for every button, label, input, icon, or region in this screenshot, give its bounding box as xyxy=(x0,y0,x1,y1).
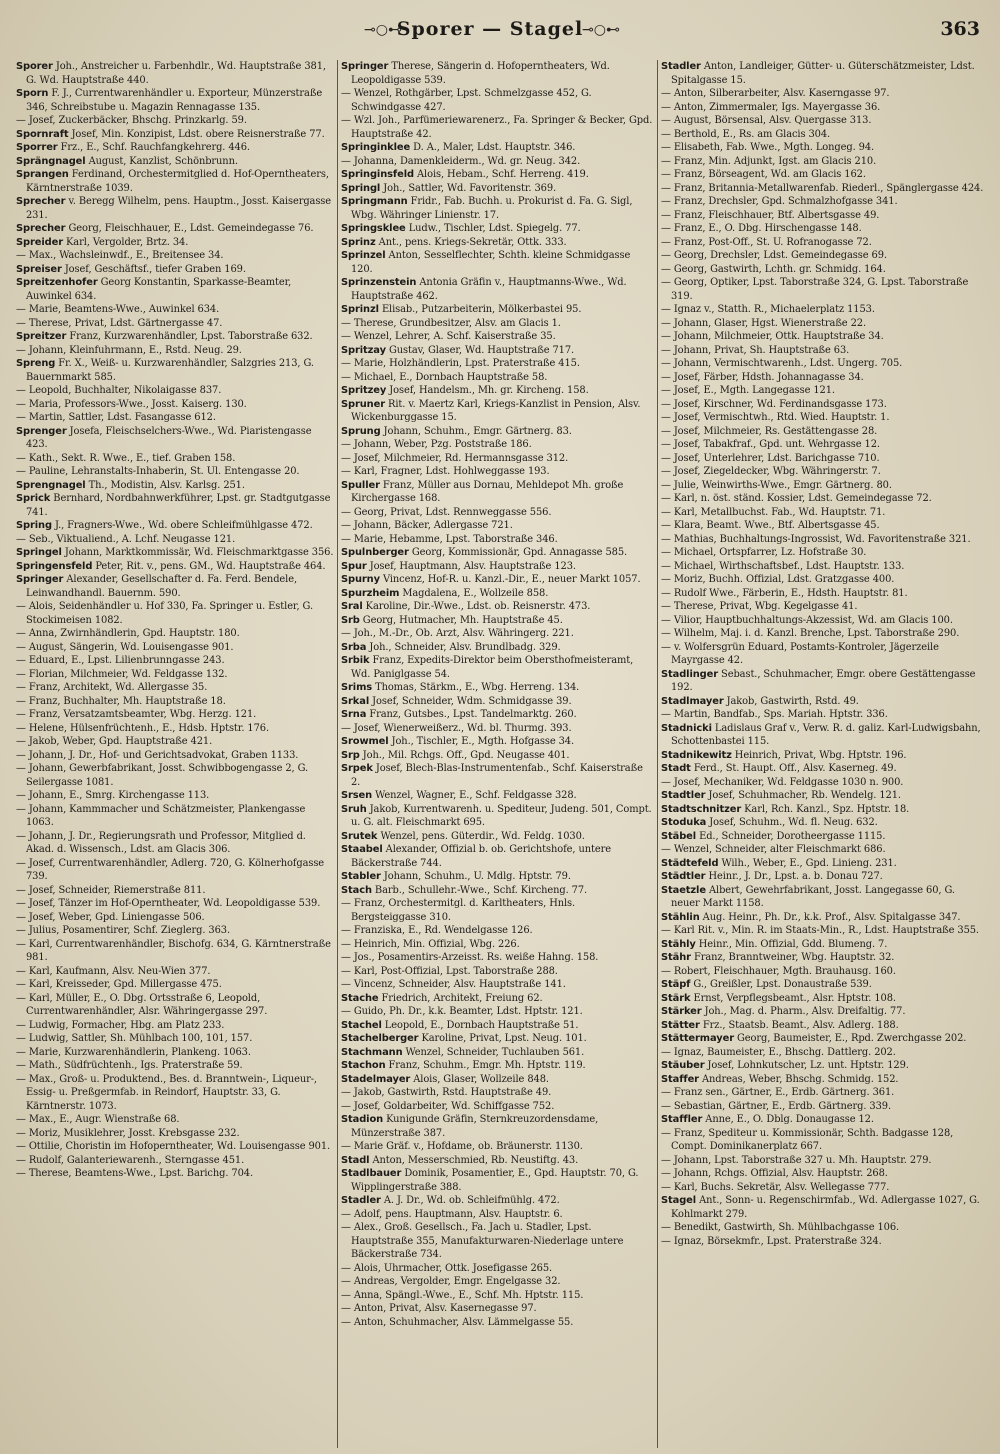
directory-entry: — Marie, Holzhändlerin, Lpst. Praterstraße 415. xyxy=(341,358,580,369)
directory-entry: Spornraft Josef, Min. Konzipist, Ldst. obere Reisnerstraße 77. xyxy=(16,128,325,140)
directory-entry: Springer Alexander, Gesellschafter d. Fa. Ferd. Bendele, Leinwandhandl. Bauernm. 590. xyxy=(16,574,297,599)
directory-entry: — Wzl. Joh., Parfümeriewarenerz., Fa. Springer & Becker, Gpd. Hauptstraße 42. xyxy=(341,115,653,140)
directory-entry: Stachel Leopold, E., Dornbach Hauptstraße 51. xyxy=(341,1019,579,1031)
directory-entry: — Franz, Fleischhauer, Btf. Albertsgasse 49. xyxy=(661,209,880,221)
directory-entry: — Ignaz v., Statth. R., Michaelerplatz 1153. xyxy=(661,304,875,315)
directory-entry: — Karl Rit. v., Min. R. im Staats-Min., R., Ldst. Hauptstraße 355. xyxy=(661,925,979,936)
directory-entry: — Josef, Mechaniker, Wd. Feldgasse 1030 n. 900. xyxy=(661,776,904,788)
directory-entry: — Ludwig, Formacher, Hbg. am Platz 233. xyxy=(16,1019,225,1031)
directory-entry: Stätter Frz., Staatsb. Beamt., Alsv. Adlerg. 188. xyxy=(661,1019,899,1031)
directory-entry: Sporn F. J., Currentwarenhändler u. Exporteur, Münzerstraße 346, Schreibstube u. Magazin Rennagasse 135. xyxy=(16,88,323,113)
directory-entry: — Johann, J. Dr., Hof- und Gerichtsadvokat, Graben 1133. xyxy=(16,749,299,761)
directory-entry: — Maria, Professors-Wwe., Josst. Kaiserg. 130. xyxy=(16,398,247,410)
directory-entry: Srp Joh., Mil. Rchgs. Off., Gpd. Neugasse 401. xyxy=(341,749,570,761)
directory-entry: — Alois, Seidenhändler u. Hof 330, Fa. Springer u. Estler, G. Stockimeisen 1082. xyxy=(16,601,314,626)
directory-entry: Stärker Joh., Mag. d. Pharm., Alsv. Dreifaltig. 77. xyxy=(661,1006,906,1017)
directory-entry: — Johann, Kleinfuhrmann, E., Rstd. Neug. 29. xyxy=(16,344,242,356)
directory-entry: — Marie Gräf. v., Hofdame, ob. Bräunerstr. 1130. xyxy=(341,1141,583,1152)
directory-entry: — Josef, Zuckerbäcker, Bhschg. Prinzkarlg. 59. xyxy=(16,115,247,126)
directory-entry: Stabler Johann, Schuhm., U. Mdlg. Hptstr. 79. xyxy=(341,871,571,882)
directory-entry: — Elisabeth, Fab. Wwe., Mgth. Longeg. 94. xyxy=(661,142,875,153)
directory-entry: Springinsfeld Alois, Hebam., Schf. Herreng. 419. xyxy=(341,169,589,180)
directory-entry: Sprinzenstein Antonia Gräfin v., Hauptmanns-Wwe., Wd. Hauptstraße 462. xyxy=(341,277,627,302)
directory-entry: — Therese, Grundbesitzer, Alsv. am Glacis 1. xyxy=(341,317,561,329)
directory-entry: — Josef, Vermischtwh., Rtd. Wied. Hauptstr. 1. xyxy=(661,412,890,423)
ornament-right-icon: ⊸○⊷ xyxy=(582,22,620,38)
directory-entry: Stadlbauer Dominik, Posamentier, E., Gpd. Hauptstr. 70, G. Wipplingerstraße 388. xyxy=(341,1168,639,1193)
directory-entry: Sprick Bernhard, Nordbahnwerkführer, Lpst. gr. Stadtgutgasse 741. xyxy=(16,493,331,518)
directory-entry: — Michael, E., Dornbach Hauptstraße 58. xyxy=(341,371,548,383)
directory-entry: — Kath., Sekt. R. Wwe., E., tief. Graben 158. xyxy=(16,452,236,464)
directory-entry: Stagel Ant., Sonn- u. Regenschirmfab., Wd. Adlergasse 1027, G. Kohlmarkt 279. xyxy=(661,1195,980,1220)
directory-entry: Sruh Jakob, Kurrentwarenh. u. Spediteur, Judeng. 501, Compt. u. G. alt. Fleischmarkt 695. xyxy=(341,803,652,828)
directory-entry: Stadlinger Sebast., Schuhmacher, Emgr. obere Gestättengasse 192. xyxy=(661,668,976,693)
directory-entry: — Josef, E., Mgth. Langegasse 121. xyxy=(661,385,835,396)
directory-entry: Spruner Rit. v. Maertz Karl, Kriegs-Kanzlist in Pension, Alsv. Wickenburggasse 15. xyxy=(341,398,641,423)
directory-entry: Spritzay Gustav, Glaser, Wd. Hauptstraße 717. xyxy=(341,344,575,356)
directory-entry: — Josef, Schneider, Riemerstraße 811. xyxy=(16,884,206,896)
directory-entry: Srna Franz, Gutsbes., Lpst. Tandelmarktg. 260. xyxy=(341,709,577,720)
directory-entry: Spur Josef, Hauptmann, Alsv. Hauptstraße 123. xyxy=(341,560,576,572)
directory-entry: — Johann, Lpst. Taborstraße 327 u. Mh. Hauptstr. 279. xyxy=(661,1154,932,1166)
directory-entry: Staabel Alexander, Offizial b. ob. Gerichtshofe, untere Bäckerstraße 744. xyxy=(341,844,611,869)
directory-entry: — Karl, n. öst. ständ. Kossier, Ldst. Gemeindegasse 72. xyxy=(661,493,932,504)
directory-entry: — Josef, Milchmeier, Rs. Gestättengasse 28. xyxy=(661,425,878,437)
directory-entry: — Johann, E., Smrg. Kirchengasse 113. xyxy=(16,790,210,801)
directory-entry: Srbik Franz, Expedits-Direktor beim Obersthofmeisteramt, Wd. Paniglgasse 54. xyxy=(341,655,634,680)
directory-entry: — Georg, Privat, Ldst. Rennweggasse 556. xyxy=(341,506,552,518)
directory-entry: Sprenger Josefa, Fleischselchers-Wwe., Wd. Piaristengasse 423. xyxy=(16,425,312,450)
directory-entry: — Therese, Privat, Wbg. Kegelgasse 41. xyxy=(661,601,858,612)
directory-entry: Springinklee D. A., Maler, Ldst. Hauptstr. 346. xyxy=(341,142,576,153)
directory-entry: — Franz, Architekt, Wd. Allergasse 35. xyxy=(16,682,208,693)
directory-entry: Stadelmayer Alois, Glaser, Wollzeile 848. xyxy=(341,1073,549,1085)
directory-entry: Stadnikewitz Heinrich, Privat, Wbg. Hptstr. 196. xyxy=(661,749,907,761)
directory-entry: — Johann, Privat, Sh. Hauptstraße 63. xyxy=(661,344,850,356)
column-2 xyxy=(341,60,653,1448)
directory-entry: — Johann, Weber, Pzg. Poststraße 186. xyxy=(341,439,532,450)
directory-entry: — Georg, Drechsler, Ldst. Gemeindegasse 69. xyxy=(661,250,887,261)
directory-entry: — Johann, Bäcker, Adlergasse 721. xyxy=(341,520,513,531)
directory-entry: — Josef, Currentwarenhändler, Adlerg. 720, G. Kölnerhofgasse 739. xyxy=(16,857,325,882)
directory-entry: — Pauline, Lehranstalts-Inhaberin, St. Ul. Entengasse 20. xyxy=(16,466,300,477)
directory-entry: — Johann, Milchmeier, Ottk. Hauptstraße 34. xyxy=(661,331,884,342)
directory-entry: — Martin, Bandfab., Sps. Mariah. Hptstr. 336. xyxy=(661,709,888,720)
directory-entry: — Moriz, Buchh. Offizial, Ldst. Gratzgasse 400. xyxy=(661,574,895,585)
directory-entry: — Karl, Fragner, Ldst. Hohlweggasse 193. xyxy=(341,466,550,477)
directory-entry: — Karl, Kreisseder, Gpd. Millergasse 475. xyxy=(16,979,222,990)
directory-entry: — Jakob, Weber, Gpd. Hauptstraße 421. xyxy=(16,736,213,747)
directory-entry: — v. Wolfersgrün Eduard, Postamts-Kontroler, Jägerzeile Mayrgasse 42. xyxy=(661,641,939,666)
directory-entry: — Andreas, Vergolder, Emgr. Engelgasse 32. xyxy=(341,1276,561,1287)
directory-entry: — Max., E., Augr. Wienstraße 68. xyxy=(16,1114,180,1125)
directory-entry: — Georg, Optiker, Lpst. Taborstraße 324, G. Lpst. Taborstraße 319. xyxy=(661,277,969,302)
directory-entry: — Karl, Metallbuchst. Fab., Wd. Hauptstr. 71. xyxy=(661,506,886,518)
directory-entry: — Franziska, E., Rd. Wendelgasse 126. xyxy=(341,925,533,936)
directory-entry: Stache Friedrich, Architekt, Freiung 62. xyxy=(341,992,543,1004)
directory-entry: Stähr Franz, Branntweiner, Wbg. Hauptstr. 32. xyxy=(661,952,895,963)
directory-entry: — Franz, Orchestermitgl. d. Karltheaters, Hnls. Bergsteiggasse 310. xyxy=(341,898,576,923)
directory-entry: Stachmann Wenzel, Schneider, Tuchlauben 561. xyxy=(341,1046,585,1058)
directory-entry: — Franz sen., Gärtner, E., Erdb. Gärtnerg. 361. xyxy=(661,1087,895,1098)
directory-entry: — Georg, Gastwirth, Lchth. gr. Schmidg. 164. xyxy=(661,263,886,275)
directory-entry: Spreng Fr. X., Weiß- u. Kurzwarenhändler, Salzgries 213, G. Bauernmarkt 585. xyxy=(16,358,314,383)
directory-entry: — Anton, Schuhmacher, Alsv. Lämmelgasse 55. xyxy=(341,1316,574,1328)
page-title: Sporer — Stagel xyxy=(396,18,584,40)
directory-entry: — Therese, Beamtens-Wwe., Lpst. Barichg. 704. xyxy=(16,1168,254,1179)
directory-entry: — Anna, Spängl.-Wwe., E., Schf. Mh. Hptstr. 115. xyxy=(341,1289,584,1301)
directory-entry: — Franz, Börseagent, Wd. am Glacis 162. xyxy=(661,169,866,180)
directory-entry: — Josef, Unterlehrer, Ldst. Barichgasse 710. xyxy=(661,452,880,464)
directory-entry: — Robert, Fleischhauer, Mgth. Brauhausg. 160. xyxy=(661,965,896,977)
directory-entry: Stadnicki Ladislaus Graf v., Verw. R. d. galiz. Karl-Ludwigsbahn, Schottenbastei 115. xyxy=(661,722,981,747)
directory-entry: — Josef, Ziegeldecker, Wbg. Währingerstr. 7. xyxy=(661,466,881,477)
directory-entry: Staffer Andreas, Weber, Bhschg. Schmidg. 152. xyxy=(661,1073,899,1085)
directory-entry: — Anna, Zwirnhändlerin, Gpd. Hauptstr. 180. xyxy=(16,628,240,639)
directory-entry: Stadtler Josef, Schuhmacher, Rb. Wendelg. 121. xyxy=(661,790,901,801)
ornament-left-icon: ⊸○⊷ xyxy=(364,22,402,38)
directory-entry: — Vincenz, Schneider, Alsv. Hauptstraße 141. xyxy=(341,979,566,990)
directory-entry: Srims Thomas, Stärkm., E., Wbg. Herreng. 134. xyxy=(341,682,580,693)
directory-entry: — Klara, Beamt. Wwe., Btf. Albertsgasse 45. xyxy=(661,520,880,531)
directory-entry: — Michael, Ortspfarrer, Lz. Hofstraße 30. xyxy=(661,547,867,558)
directory-entry: — Josef, Tabakfraf., Gpd. unt. Wehrgasse 12. xyxy=(661,439,880,450)
directory-entry: Spring J., Fragners-Wwe., Wd. obere Schleifmühlgasse 472. xyxy=(16,520,313,531)
directory-entry: — Franz, Britannia-Metallwarenfab. Riederl., Spänglergasse 424. xyxy=(661,182,984,194)
directory-entry: Sprangen Ferdinand, Orchestermitglied d. Hof-Operntheaters, Kärntnerstraße 1039. xyxy=(16,169,329,194)
directory-entry: — Mathias, Buchhaltungs-Ingrossist, Wd. Favoritenstraße 321. xyxy=(661,533,971,545)
directory-entry: Springensfeld Peter, Rit. v., pens. GM., Wd. Hauptstraße 464. xyxy=(16,560,326,572)
directory-entry: — Marie, Hebamme, Lpst. Taborstraße 346. xyxy=(341,533,558,545)
directory-entry: Spreiser Josef, Geschäftsf., tiefer Graben 169. xyxy=(16,263,246,275)
directory-entry: Stoduka Josef, Schuhm., Wd. fl. Neug. 632. xyxy=(661,817,878,828)
directory-entry: Stadlmayer Jakob, Gastwirth, Rstd. 49. xyxy=(661,695,859,707)
directory-entry: Sprecher v. Beregg Wilhelm, pens. Hauptm., Josst. Kaisergasse 231. xyxy=(16,196,332,221)
directory-entry: Stäpf G., Greißler, Lpst. Donaustraße 539. xyxy=(661,979,872,990)
directory-entry: Sral Karoline, Dir.-Wwe., Ldst. ob. Reisnerstr. 473. xyxy=(341,601,591,612)
directory-entry: — Berthold, E., Rs. am Glacis 304. xyxy=(661,128,831,140)
directory-entry: — Karl, Post-Offizial, Lpst. Taborstraße 288. xyxy=(341,965,558,977)
directory-entry: — Math., Südfrüchtenh., Igs. Praterstraße 59. xyxy=(16,1060,243,1071)
directory-entry: — Wenzel, Schneider, alter Fleischmarkt 686. xyxy=(661,844,886,855)
column-1 xyxy=(16,60,334,1448)
directory-entry: Stachelberger Karoline, Privat, Lpst. Neug. 101. xyxy=(341,1033,587,1044)
directory-entry: — Franz, Spediteur u. Kommissionär, Schth. Badgasse 128, Compt. Dominikanerplatz 667. xyxy=(661,1127,954,1152)
directory-entry: — Julie, Weinwirths-Wwe., Emgr. Gärtnerg. 80. xyxy=(661,479,892,491)
directory-entry: Spulnberger Georg, Kommissionär, Gpd. Annagasse 585. xyxy=(341,547,628,558)
directory-entry: Stadler Anton, Landleiger, Gütter- u. Güterschätzmeister, Ldst. Spitalgasse 15. xyxy=(661,61,975,86)
directory-entry: Stadler A. J. Dr., Wd. ob. Schleifmühlg. 472. xyxy=(341,1195,560,1206)
directory-entry: — Franz, Post-Off., St. U. Rofranogasse 72. xyxy=(661,236,872,248)
directory-entry: — Ignaz, Baumeister, E., Bhschg. Dattlerg. 202. xyxy=(661,1046,896,1058)
directory-entry: Srsen Wenzel, Wagner, E., Schf. Feldgasse 328. xyxy=(341,790,577,801)
directory-entry: — Josef, Milchmeier, Rd. Hermannsgasse 312. xyxy=(341,452,569,464)
directory-entry: — Max., Groß- u. Produktend., Bes. d. Branntwein-, Liqueur-, Essig- u. Preßgermfab. in Reindorf, Hauptstr. 33, G. Kärntnerstr. 1073. xyxy=(16,1073,317,1112)
directory-entry: — Johann, Kammmacher und Schätzmeister, Plankengasse 1063. xyxy=(16,803,306,828)
directory-entry: Springer Therese, Sängerin d. Hofoperntheaters, Wd. Leopoldigasse 539. xyxy=(341,61,610,86)
directory-entry: — Jakob, Gastwirth, Rstd. Hauptstraße 49. xyxy=(341,1087,552,1098)
column-divider-2 xyxy=(657,60,658,1448)
directory-entry: Spuller Franz, Müller aus Dornau, Mehldepot Mh. große Kirchergasse 168. xyxy=(341,479,624,504)
directory-entry: — Wenzel, Lehrer, A. Schf. Kaiserstraße 35. xyxy=(341,331,556,342)
directory-entry: — Johann, J. Dr., Regierungsrath und Professor, Mitglied d. Akad. d. Wissensch., Ldst. am Glacis 306. xyxy=(16,830,306,855)
directory-entry: — Rudolf, Galanteriewarenh., Sterngasse 451. xyxy=(16,1154,245,1166)
directory-entry: Spurzheim Magdalena, E., Wollzeile 858. xyxy=(341,587,549,599)
directory-entry: — Max., Wachsleinwdf., E., Breitensee 34. xyxy=(16,250,224,261)
directory-entry: Srba Joh., Schneider, Alsv. Brundlbadg. 329. xyxy=(341,641,561,653)
directory-entry: — Franz, E., O. Dbg. Hirschengasse 148. xyxy=(661,223,862,234)
directory-entry: — Josef, Weber, Gpd. Liniengasse 506. xyxy=(16,911,205,923)
directory-entry: — Johann, Vermischtwarenh., Ldst. Ungerg. 705. xyxy=(661,358,903,369)
directory-entry: Sprinzel Anton, Sesselflechter, Schth. kleine Schmidgasse 120. xyxy=(341,250,631,275)
directory-entry: — Alex., Groß. Gesellsch., Fa. Jach u. Stadler, Lpst. Hauptstraße 355, Manufakturwaren-Niederlage untere Bäckerstraße 734. xyxy=(341,1222,624,1260)
directory-entry: Srowmel Joh., Tischler, E., Mgth. Hofgasse 34. xyxy=(341,736,575,747)
directory-entry: Srb Georg, Hutmacher, Mh. Hauptstraße 45. xyxy=(341,614,563,626)
directory-entry: — Guido, Ph. Dr., k.k. Beamter, Ldst. Hptstr. 121. xyxy=(341,1006,583,1017)
directory-entry: Stadl Anton, Messerschmied, Rb. Neustiftg. 43. xyxy=(341,1154,579,1166)
directory-entry: Springl Joh., Sattler, Wd. Favoritenstr. 369. xyxy=(341,182,557,194)
directory-entry: Stadion Kunigunde Gräfin, Sternkreuzordensdame, Münzerstraße 387. xyxy=(341,1114,599,1139)
directory-entry: — Wenzel, Rothgärber, Lpst. Schmelzgasse 452, G. Schwindgasse 427. xyxy=(341,88,592,113)
directory-entry: — Franz, Drechsler, Gpd. Schmalzhofgasse 341. xyxy=(661,196,898,207)
directory-entry: — August, Sängerin, Wd. Louisengasse 901. xyxy=(16,641,234,653)
directory-entry: — Josef, Wienerweißerz., Wd. bl. Thurmg. 393. xyxy=(341,722,572,734)
directory-entry: Srpek Josef, Blech-Blas-Instrumentenfab., Schf. Kaiserstraße 2. xyxy=(341,763,643,788)
directory-entry: Stättermayer Georg, Baumeister, E., Rpd. Zwerchgasse 202. xyxy=(661,1033,967,1044)
directory-entry: — Joh., M.-Dr., Ob. Arzt, Alsv. Währingerg. 221. xyxy=(341,628,574,639)
directory-entry: — Josef, Tänzer im Hof-Operntheater, Wd. Leopoldigasse 539. xyxy=(16,898,321,909)
column-divider-1 xyxy=(337,60,338,1448)
directory-entry: — Rudolf Wwe., Färberin, E., Hdsth. Hauptstr. 81. xyxy=(661,587,908,599)
directory-entry: — Adolf, pens. Hauptmann, Alsv. Hauptstr. 6. xyxy=(341,1208,563,1220)
directory-entry: Springmann Fridr., Fab. Buchh. u. Prokurist d. Fa. G. Sigl, Wbg. Währinger Linienstr. 17. xyxy=(341,196,633,221)
directory-entry: Sprinzl Elisab., Putzarbeiterin, Mölkerbastei 95. xyxy=(341,304,582,315)
directory-entry: Stähly Heinr., Min. Offizial, Gdd. Blumeng. 7. xyxy=(661,938,888,950)
directory-entry: — Moriz, Musiklehrer, Josst. Krebsgasse 232. xyxy=(16,1127,240,1139)
directory-entry: Stach Barb., Schullehr.-Wwe., Schf. Kircheng. 77. xyxy=(341,884,588,896)
directory-entry: — Wilhelm, Maj. i. d. Kanzl. Brenche, Lpst. Taborstraße 290. xyxy=(661,628,960,639)
directory-entry: — Karl, Buchs. Sekretär, Alsv. Wellegasse 777. xyxy=(661,1181,890,1193)
directory-entry: — Seb., Viktualiend., A. Lchf. Neugasse 121. xyxy=(16,533,236,545)
directory-entry: Spurny Vincenz, Hof-R. u. Kanzl.-Dir., E., neuer Markt 1057. xyxy=(341,574,641,585)
directory-entry: — Johann, Rchgs. Offizial, Alsv. Hauptstr. 268. xyxy=(661,1168,888,1179)
directory-entry: Stachon Franz, Schuhm., Emgr. Mh. Hptstr. 119. xyxy=(341,1060,586,1071)
directory-entry: — Vilior, Hauptbuchhaltungs-Akzessist, Wd. am Glacis 100. xyxy=(661,614,953,626)
directory-entry: Städtefeld Wilh., Weber, E., Gpd. Linieng. 231. xyxy=(661,857,897,869)
page-number: 363 xyxy=(940,18,980,40)
directory-entry: — Julius, Posamentirer, Schf. Zieglerg. 363. xyxy=(16,925,231,936)
directory-entry: Staffler Anne, E., O. Dblg. Donaugasse 12. xyxy=(661,1114,874,1125)
directory-entry: — Johanna, Damenkleiderm., Wd. gr. Neug. 342. xyxy=(341,155,581,167)
directory-entry: Srkal Josef, Schneider, Wdm. Schmidgasse 39. xyxy=(341,695,572,707)
directory-entry: — Heinrich, Min. Offizial, Wbg. 226. xyxy=(341,938,520,950)
directory-entry: — Therese, Privat, Ldst. Gärtnergasse 47. xyxy=(16,317,223,329)
directory-entry: — Anton, Privat, Alsv. Kasernegasse 97. xyxy=(341,1303,537,1314)
directory-entry: — Franz, Min. Adjunkt, Igst. am Glacis 210. xyxy=(661,155,877,167)
directory-entry: — Johann, Glaser, Hgst. Wienerstraße 22. xyxy=(661,317,866,329)
directory-entry: — Johann, Gewerbfabrikant, Josst. Schwibbogengasse 2, G. Seilergasse 1081. xyxy=(16,763,309,788)
page-header xyxy=(0,14,1000,54)
directory-entry: — Josef, Goldarbeiter, Wd. Schiffgasse 752. xyxy=(341,1100,555,1112)
directory-entry: — Ottilie, Choristin im Hofoperntheater, Wd. Louisengasse 901. xyxy=(16,1141,331,1152)
directory-entry: Springsklee Ludw., Tischler, Ldst. Spiegelg. 77. xyxy=(341,223,581,234)
directory-entry: — Ignaz, Börsekmfr., Lpst. Praterstraße 324. xyxy=(661,1235,882,1247)
directory-entry: — Franz, Versatzamtsbeamter, Wbg. Herzg. 121. xyxy=(16,709,257,720)
directory-entry: — Helene, Hülsenfrüchtenh., E., Hdsb. Hptstr. 176. xyxy=(16,722,269,734)
directory-entry: — Karl, Kaufmann, Alsv. Neu-Wien 377. xyxy=(16,965,211,977)
directory-entry: Spreider Karl, Vergolder, Brtz. 34. xyxy=(16,236,189,248)
directory-entry: — Eduard, E., Lpst. Lilienbrunngasse 243. xyxy=(16,655,225,666)
directory-entry: — Martin, Sattler, Ldst. Fasangasse 612. xyxy=(16,412,216,423)
directory-entry: Stäuber Josef, Lohnkutscher, Lz. unt. Hptstr. 129. xyxy=(661,1060,909,1071)
directory-entry: Sporrer Frz., E., Schf. Rauchfangkehrerg. 446. xyxy=(16,142,250,153)
directory-entry: Sprängnagel August, Kanzlist, Schönbrunn. xyxy=(16,155,238,167)
directory-entry: Stählin Aug. Heinr., Ph. Dr., k.k. Prof., Alsv. Spitalgasse 347. xyxy=(661,911,961,923)
directory-entry: Stadtschnitzer Karl, Rch. Kanzl., Spz. Hptstr. 18. xyxy=(661,803,910,815)
directory-entry: Spreitzer Franz, Kurzwarenhändler, Lpst. Taborstraße 632. xyxy=(16,331,313,342)
directory-entry: Städtler Heinr., J. Dr., Lpst. a. b. Donau 727. xyxy=(661,871,883,882)
directory-entry: Sprung Johann, Schuhm., Emgr. Gärtnerg. 83. xyxy=(341,425,572,437)
directory-entry: Stadt Ferd., St. Haupt. Off., Alsv. Kaserneg. 49. xyxy=(661,763,897,774)
directory-entry: — Karl, Currentwarenhändler, Bischofg. 634, G. Kärntnerstraße 981. xyxy=(16,938,331,963)
directory-entry: Sprengnagel Th., Modistin, Alsv. Karlsg. 251. xyxy=(16,479,245,491)
directory-entry: — Josef, Kirschner, Wd. Ferdinandsgasse 173. xyxy=(661,398,887,410)
directory-entry: — Ludwig, Sattler, Sh. Mühlbach 100, 101, 157. xyxy=(16,1033,253,1044)
directory-entry: — Michael, Wirthschaftsbef., Ldst. Hauptstr. 133. xyxy=(661,560,905,572)
directory-entry: — Sebastian, Gärtner, E., Erdb. Gärtnerg. 339. xyxy=(661,1100,891,1112)
directory-entry: Stäbel Ed., Schneider, Dorotheergasse 1115. xyxy=(661,830,886,842)
directory-entry: Sprinz Ant., pens. Kriegs-Sekretär, Ottk. 333. xyxy=(341,236,567,248)
directory-entry: — Marie, Kurzwarenhändlerin, Plankeng. 1063. xyxy=(16,1046,251,1058)
directory-entry: Springel Johann, Marktkommissär, Wd. Fleischmarktgasse 356. xyxy=(16,547,334,558)
directory-entry: — Benedikt, Gastwirth, Sh. Mühlbachgasse 106. xyxy=(661,1222,900,1233)
directory-entry: — Josef, Färber, Hdsth. Johannagasse 34. xyxy=(661,371,864,383)
directory-entry: — Marie, Beamtens-Wwe., Auwinkel 634. xyxy=(16,304,220,315)
directory-columns xyxy=(16,60,984,1448)
directory-entry: — Florian, Milchmeier, Wd. Feldgasse 132. xyxy=(16,668,228,680)
directory-entry: — Jos., Posamentirs-Arzeisst. Rs. weiße Hahng. 158. xyxy=(341,952,599,963)
directory-entry: — Karl, Müller, E., O. Dbg. Ortsstraße 6, Leopold, Currentwarenhändler, Alsr. Währingergasse 297. xyxy=(16,992,268,1017)
directory-entry: — Anton, Silberarbeiter, Alsv. Kaserngasse 97. xyxy=(661,88,890,99)
directory-entry: Spritzey Josef, Handelsm., Mh. gr. Kircheng. 158. xyxy=(341,385,589,396)
column-3 xyxy=(661,60,984,1448)
directory-entry: — August, Börsensal, Alsv. Quergasse 313. xyxy=(661,115,872,126)
directory-entry: Sporer Joh., Anstreicher u. Farbenhdlr., Wd. Hauptstraße 381, G. Wd. Hauptstraße 440. xyxy=(16,61,326,86)
directory-entry: — Franz, Buchhalter, Mh. Hauptstraße 18. xyxy=(16,695,226,707)
directory-entry: — Alois, Uhrmacher, Ottk. Josefigasse 265. xyxy=(341,1262,553,1274)
directory-entry: — Anton, Zimmermaler, Igs. Mayergasse 36. xyxy=(661,101,881,113)
directory-entry: Staetzle Albert, Gewehrfabrikant, Josst. Langegasse 60, G. neuer Markt 1158. xyxy=(661,884,955,909)
directory-entry: — Leopold, Buchhalter, Nikolaigasse 837. xyxy=(16,385,222,396)
directory-entry: Spreitzenhofer Georg Konstantin, Sparkasse-Beamter, Auwinkel 634. xyxy=(16,277,292,302)
directory-entry: Sprecher Georg, Fleischhauer, E., Ldst. Gemeindegasse 76. xyxy=(16,223,314,234)
directory-entry: Stärk Ernst, Verpflegsbeamt., Alsr. Hptstr. 108. xyxy=(661,992,896,1004)
directory-entry: Srutek Wenzel, pens. Güterdir., Wd. Feldg. 1030. xyxy=(341,830,585,842)
